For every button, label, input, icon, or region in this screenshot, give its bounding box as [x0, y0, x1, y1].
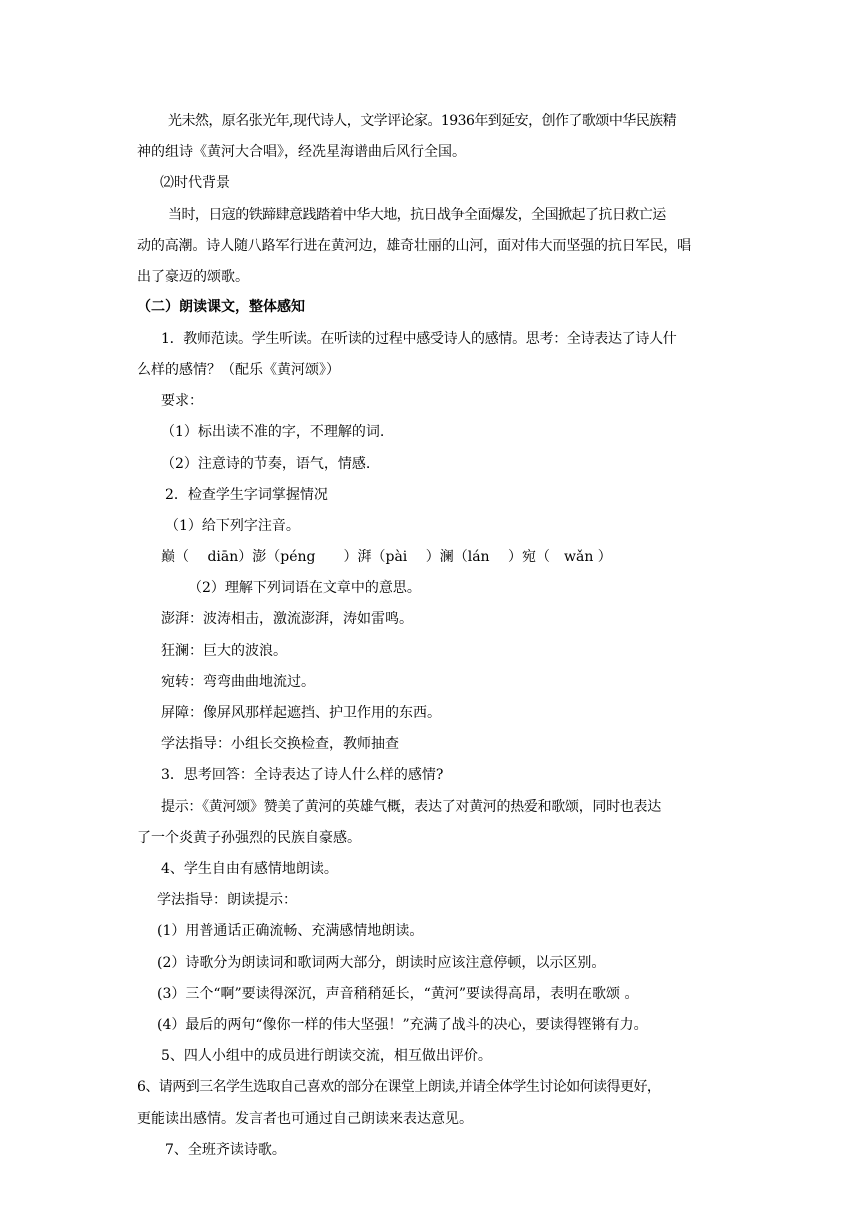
step-6-line-2: 更能读出感情。发言者也可通过自己朗读来表达意见。 — [137, 1111, 473, 1127]
hint-line-1: 提示：《黄河颂》赞美了黄河的英雄气概，表达了对黄河的热爱和歌颂，同时也表达 — [161, 799, 661, 815]
reading-tip-2: (2）诗歌分为朗读词和歌词两大部分，朗读时应该注意停顿，以示区别。 — [157, 955, 606, 971]
requirement-1: （1）标出读不准的字，不理解的词. — [161, 424, 385, 440]
subheading-era-background: ⑵时代背景 — [160, 175, 230, 191]
paragraph-background-line-1: 当时，日寇的铁蹄肆意践踏着中华大地，抗日战争全面爆发，全国掀起了抗日救亡运 — [168, 207, 666, 223]
reading-tip-1: (1）用普通话正确流畅、充满感情地朗读。 — [157, 923, 424, 939]
vocab-wanzhuan: 宛转：弯弯曲曲地流过。 — [161, 674, 315, 690]
step-3: 3．思考回答：全诗表达了诗人什么样的感情? — [161, 767, 444, 783]
step-1-line-2: 么样的感情？（配乐《黄河颂》） — [137, 362, 340, 378]
step-6-line-1: 6、请两到三名学生选取自己喜欢的部分在课堂上朗读,并请全体学生讨论如何读得更好， — [137, 1079, 661, 1095]
vocab-pengpai: 澎湃：波涛相击，激流澎湃，涛如雷鸣。 — [161, 611, 413, 627]
step-4: 4、学生自由有感情地朗读。 — [161, 861, 338, 877]
requirements-label: 要求： — [161, 393, 203, 409]
step-7: 7、全班齐读诗歌。 — [165, 1142, 286, 1158]
step-1-line-1: 1．教师范读。学生听读。在听读的过程中感受诗人的感情。思考：全诗表达了诗人什 — [161, 331, 677, 347]
study-guide-1: 学法指导：小组长交换检查，教师抽查 — [161, 736, 399, 752]
vocab-pingzhang: 屏障：像屏风那样起遮挡、护卫作用的东西。 — [161, 705, 441, 721]
requirement-2: （2）注意诗的节奏，语气，情感. — [161, 456, 371, 472]
vocabulary-instruction: （2）理解下列词语在文章中的意思。 — [188, 580, 421, 596]
study-guide-2: 学法指导：朗读提示： — [157, 892, 297, 908]
vocab-kuanglan: 狂澜：巨大的波浪。 — [161, 643, 287, 659]
reading-tip-4: (4）最后的两句“像你一样的伟大坚强！”充满了战斗的决心，要读得铿锵有力。 — [157, 1017, 648, 1033]
pinyin-answers: 巅（ diān）澎（péng ）湃（pài ）澜（lán ）宛（ wǎn ） — [161, 549, 612, 565]
pinyin-instruction: （1）给下列字注音。 — [165, 518, 300, 534]
paragraph-background-line-2: 动的高潮。诗人随八路军行进在黄河边，雄奇壮丽的山河，面对伟大而坚强的抗日军民，唱 — [137, 238, 691, 254]
step-2: 2．检查学生字词掌握情况 — [165, 487, 328, 503]
step-5: 5、四人小组中的成员进行朗读交流，相互做出评价。 — [161, 1048, 492, 1064]
section-heading-reading: （二）朗读课文，整体感知 — [137, 299, 305, 315]
paragraph-background-line-3: 出了豪迈的颂歌。 — [137, 269, 249, 285]
reading-tip-3: (3）三个“啊”要读得深沉，声音稍稍延长，“黄河”要读得高昂，表明在歌颂 。 — [157, 986, 639, 1002]
hint-line-2: 了一个炎黄子孙强烈的民族自豪感。 — [137, 830, 361, 846]
paragraph-author-line-1: 光未然，原名张光年,现代诗人，文学评论家。1936年到延安，创作了歌颂中华民族精 — [168, 113, 677, 129]
paragraph-author-line-2: 神的组诗《黄河大合唱》，经冼星海谱曲后风行全国。 — [137, 144, 466, 160]
